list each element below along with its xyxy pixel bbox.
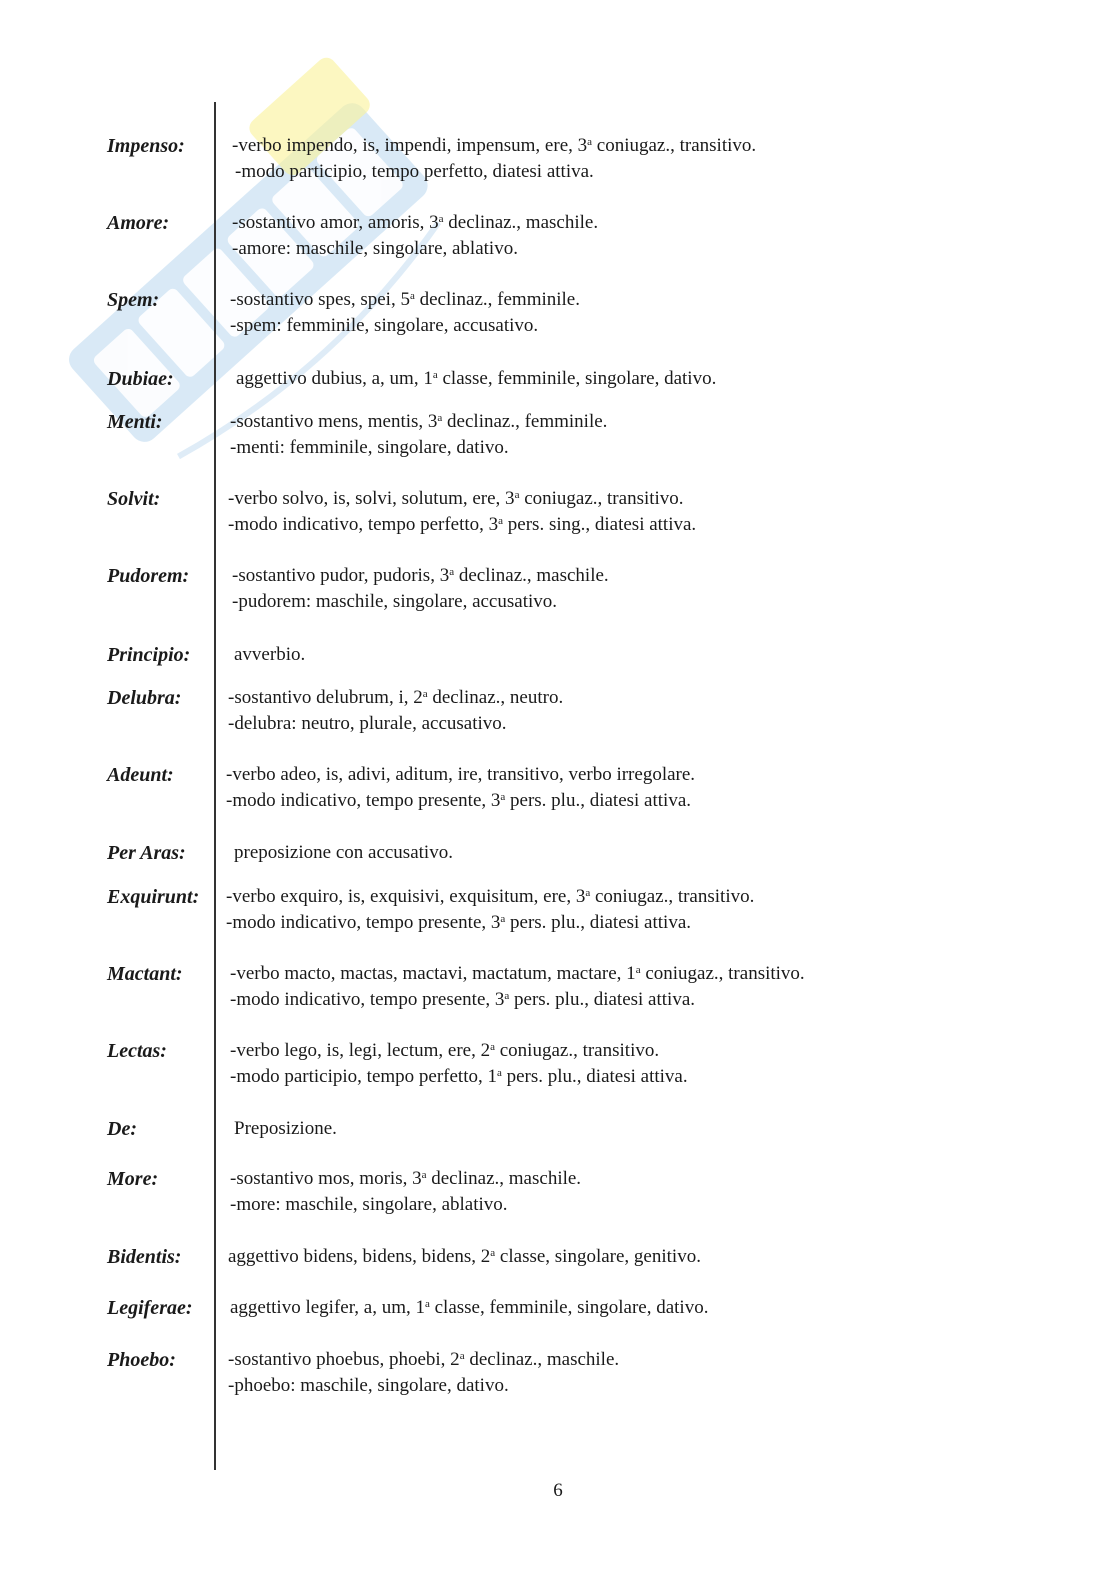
entry-term: Pudorem: [107, 565, 190, 587]
entry-line: aggettivo legifer, a, um, 1$^a$ classe, femminile, singolare, dativo. [230, 1297, 709, 1318]
entry-line: -modo participio, tempo perfetto, diatesi attiva. [235, 161, 594, 182]
entry-line: Preposizione. [234, 1118, 337, 1139]
entry-description [228, 1244, 701, 1270]
entry-term: Mactant: [107, 963, 183, 985]
entry-line: -delubra: neutro, plurale, accusativo. [228, 713, 507, 734]
entry-description [226, 884, 754, 936]
entry-line: -verbo macto, mactas, mactavi, mactatum, mactare, 1$^a$ coniugaz., transitivo. [230, 963, 805, 984]
entry-line: -sostantivo spes, spei, 5$^a$ declinaz., femminile. [230, 289, 580, 310]
entry-description [234, 1116, 337, 1142]
entry-line: -verbo impendo, is, impendi, impensum, ere, 3$^a$ coniugaz., transitivo. [232, 135, 757, 156]
entry-line: -sostantivo mens, mentis, 3$^a$ declinaz., femminile. [230, 411, 608, 432]
entry-line: avverbio. [234, 644, 306, 665]
entry-line: -sostantivo phoebus, phoebi, 2$^a$ declinaz., maschile. [228, 1349, 620, 1370]
entry-description [230, 1038, 688, 1090]
entry-description [228, 685, 563, 737]
entry-line: preposizione con accusativo. [234, 842, 453, 863]
entry-term: Principio: [107, 644, 191, 666]
entry-line: -sostantivo mos, moris, 3$^a$ declinaz., maschile. [230, 1168, 582, 1189]
entry-description [230, 961, 805, 1013]
entry-term: Dubiae: [107, 368, 174, 390]
entry-description [232, 563, 609, 615]
entry-line: -pudorem: maschile, singolare, accusativo. [232, 591, 558, 612]
entry-description [230, 1295, 708, 1321]
entry-description [226, 762, 695, 814]
entry-line: -modo indicativo, tempo presente, 3$^a$ pers. plu., diatesi attiva. [230, 989, 696, 1010]
entry-term: Solvit: [107, 488, 161, 510]
entry-term: More: [107, 1168, 159, 1190]
entry-line: -verbo adeo, is, adivi, aditum, ire, transitivo, verbo irregolare. [226, 764, 696, 785]
entry-line: -verbo exquiro, is, exquisivi, exquisitum, ere, 3$^a$ coniugaz., transitivo. [226, 886, 755, 907]
entry-description [234, 642, 305, 668]
entry-line: -verbo lego, is, legi, lectum, ere, 2$^a$ coniugaz., transitivo. [230, 1040, 660, 1061]
entry-term: Adeunt: [107, 764, 174, 786]
entry-line: aggettivo dubius, a, um, 1$^a$ classe, femminile, singolare, dativo. [236, 368, 717, 389]
entry-term: Legiferae: [107, 1297, 193, 1319]
entry-description [230, 287, 580, 339]
entry-term: Lectas: [107, 1040, 167, 1062]
entry-line: -menti: femminile, singolare, dativo. [230, 437, 509, 458]
entry-term: Exquirunt: [107, 886, 200, 908]
column-divider [214, 102, 216, 1470]
entry-line: -modo participio, tempo perfetto, 1$^a$ pers. plu., diatesi attiva. [230, 1066, 688, 1087]
entry-line: -sostantivo amor, amoris, 3$^a$ declinaz., maschile. [232, 212, 599, 233]
entry-line: -sostantivo delubrum, i, 2$^a$ declinaz., neutro. [228, 687, 564, 708]
entry-line: -sostantivo pudor, pudoris, 3$^a$ declinaz., maschile. [232, 565, 609, 586]
entry-term: De: [107, 1118, 137, 1140]
entry-description [234, 840, 453, 866]
entry-term: Amore: [107, 212, 170, 234]
entry-line: aggettivo bidens, bidens, bidens, 2$^a$ classe, singolare, genitivo. [228, 1246, 701, 1267]
entry-description [232, 210, 598, 262]
entry-line: -verbo solvo, is, solvi, solutum, ere, 3$^a$ coniugaz., transitivo. [228, 488, 684, 509]
entry-line: -modo indicativo, tempo presente, 3$^a$ pers. plu., diatesi attiva. [226, 912, 692, 933]
entry-term: Phoebo: [107, 1349, 176, 1371]
entry-description [232, 133, 756, 185]
entry-term: Delubra: [107, 687, 182, 709]
entry-description [228, 1347, 619, 1399]
entry-term: Per Aras: [107, 842, 186, 864]
entry-line: -spem: femminile, singolare, accusativo. [230, 315, 539, 336]
entry-line: -modo indicativo, tempo presente, 3$^a$ pers. plu., diatesi attiva. [226, 790, 692, 811]
entry-line: -amore: maschile, singolare, ablativo. [232, 238, 518, 259]
entry-line: -modo indicativo, tempo perfetto, 3$^a$ pers. sing., diatesi attiva. [228, 514, 697, 535]
entry-line: -phoebo: maschile, singolare, dativo. [228, 1375, 509, 1396]
entry-description [236, 366, 716, 392]
entry-description [228, 486, 696, 538]
entry-term: Bidentis: [107, 1246, 182, 1268]
entry-term: Menti: [107, 411, 163, 433]
entry-description [230, 409, 607, 461]
entry-description [230, 1166, 581, 1218]
page-number: 6 [553, 1480, 563, 1501]
entry-term: Spem: [107, 289, 160, 311]
entry-term: Impenso: [107, 135, 185, 157]
entry-line: -more: maschile, singolare, ablativo. [230, 1194, 508, 1215]
